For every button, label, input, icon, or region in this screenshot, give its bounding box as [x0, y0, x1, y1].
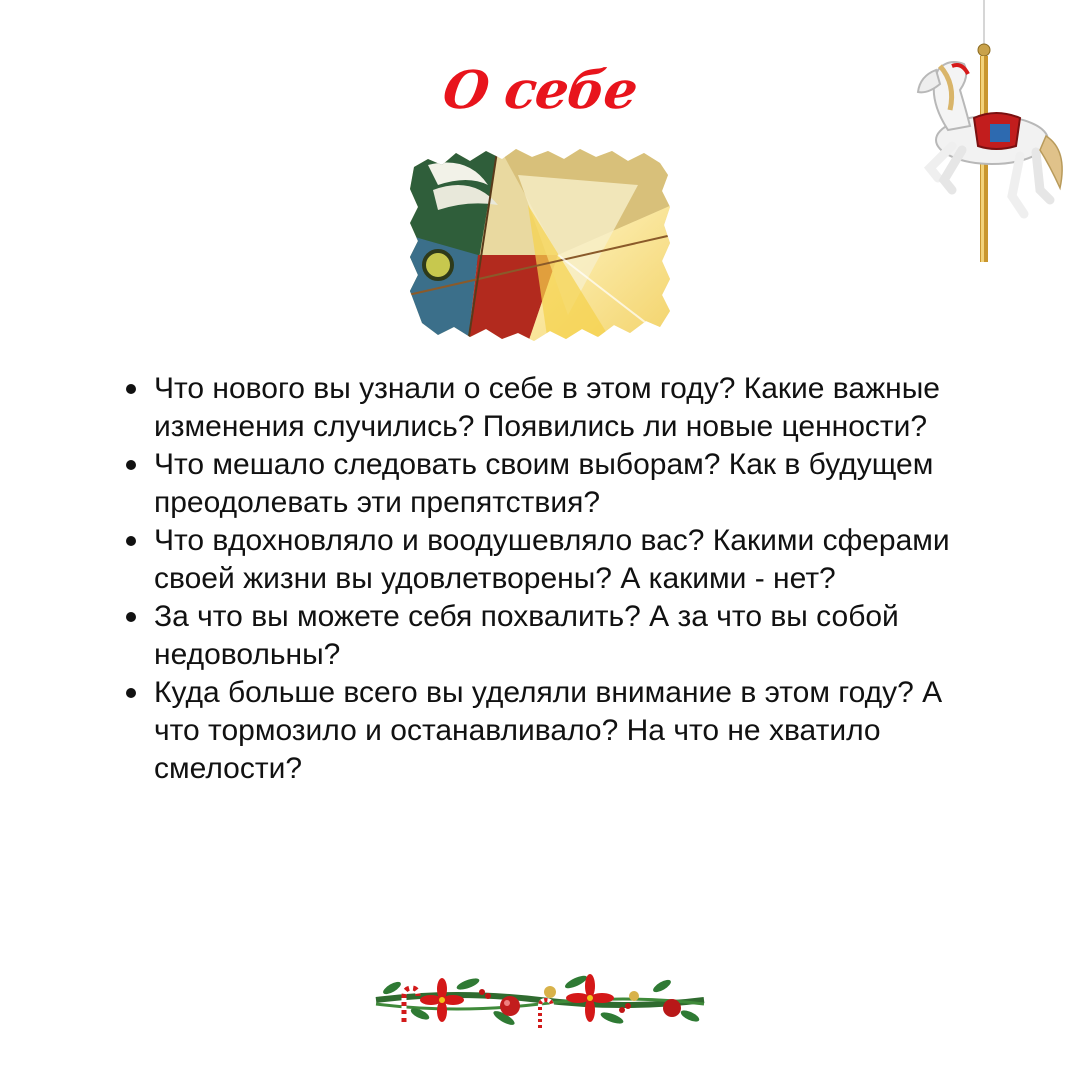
carousel-horse-ornament: [900, 0, 1070, 270]
question-text: Что нового вы узнали о себе в этом году? Какие важные изменения случились? Появились ли новые ценности?: [154, 372, 940, 443]
bullet-icon: [126, 612, 136, 622]
page-title: О себе: [439, 60, 641, 121]
list-item: [120, 522, 980, 598]
question-text: Что вдохновляло и воодушевляло вас? Какими сферами своей жизни вы удовлетворены? А какими - нет?: [154, 524, 950, 595]
abstract-painting-image: [408, 145, 672, 343]
christmas-garland: [372, 966, 708, 1034]
list-item: [120, 446, 980, 522]
question-text: Куда больше всего вы уделяли внимание в этом году? А что тормозило и останавливало? На что не хватило смелости?: [154, 676, 943, 785]
bullet-icon: [126, 688, 136, 698]
bullet-icon: [126, 384, 136, 394]
list-item: [120, 370, 980, 446]
question-text: Что мешало следовать своим выборам? Как в будущем преодолевать эти препятствия?: [154, 448, 934, 519]
question-text: За что вы можете себя похвалить? А за что вы собой недовольны?: [154, 600, 899, 671]
list-item: [120, 674, 980, 788]
bullet-icon: [126, 460, 136, 470]
list-item: [120, 598, 980, 674]
bullet-icon: [126, 536, 136, 546]
questions-list: [120, 370, 980, 788]
